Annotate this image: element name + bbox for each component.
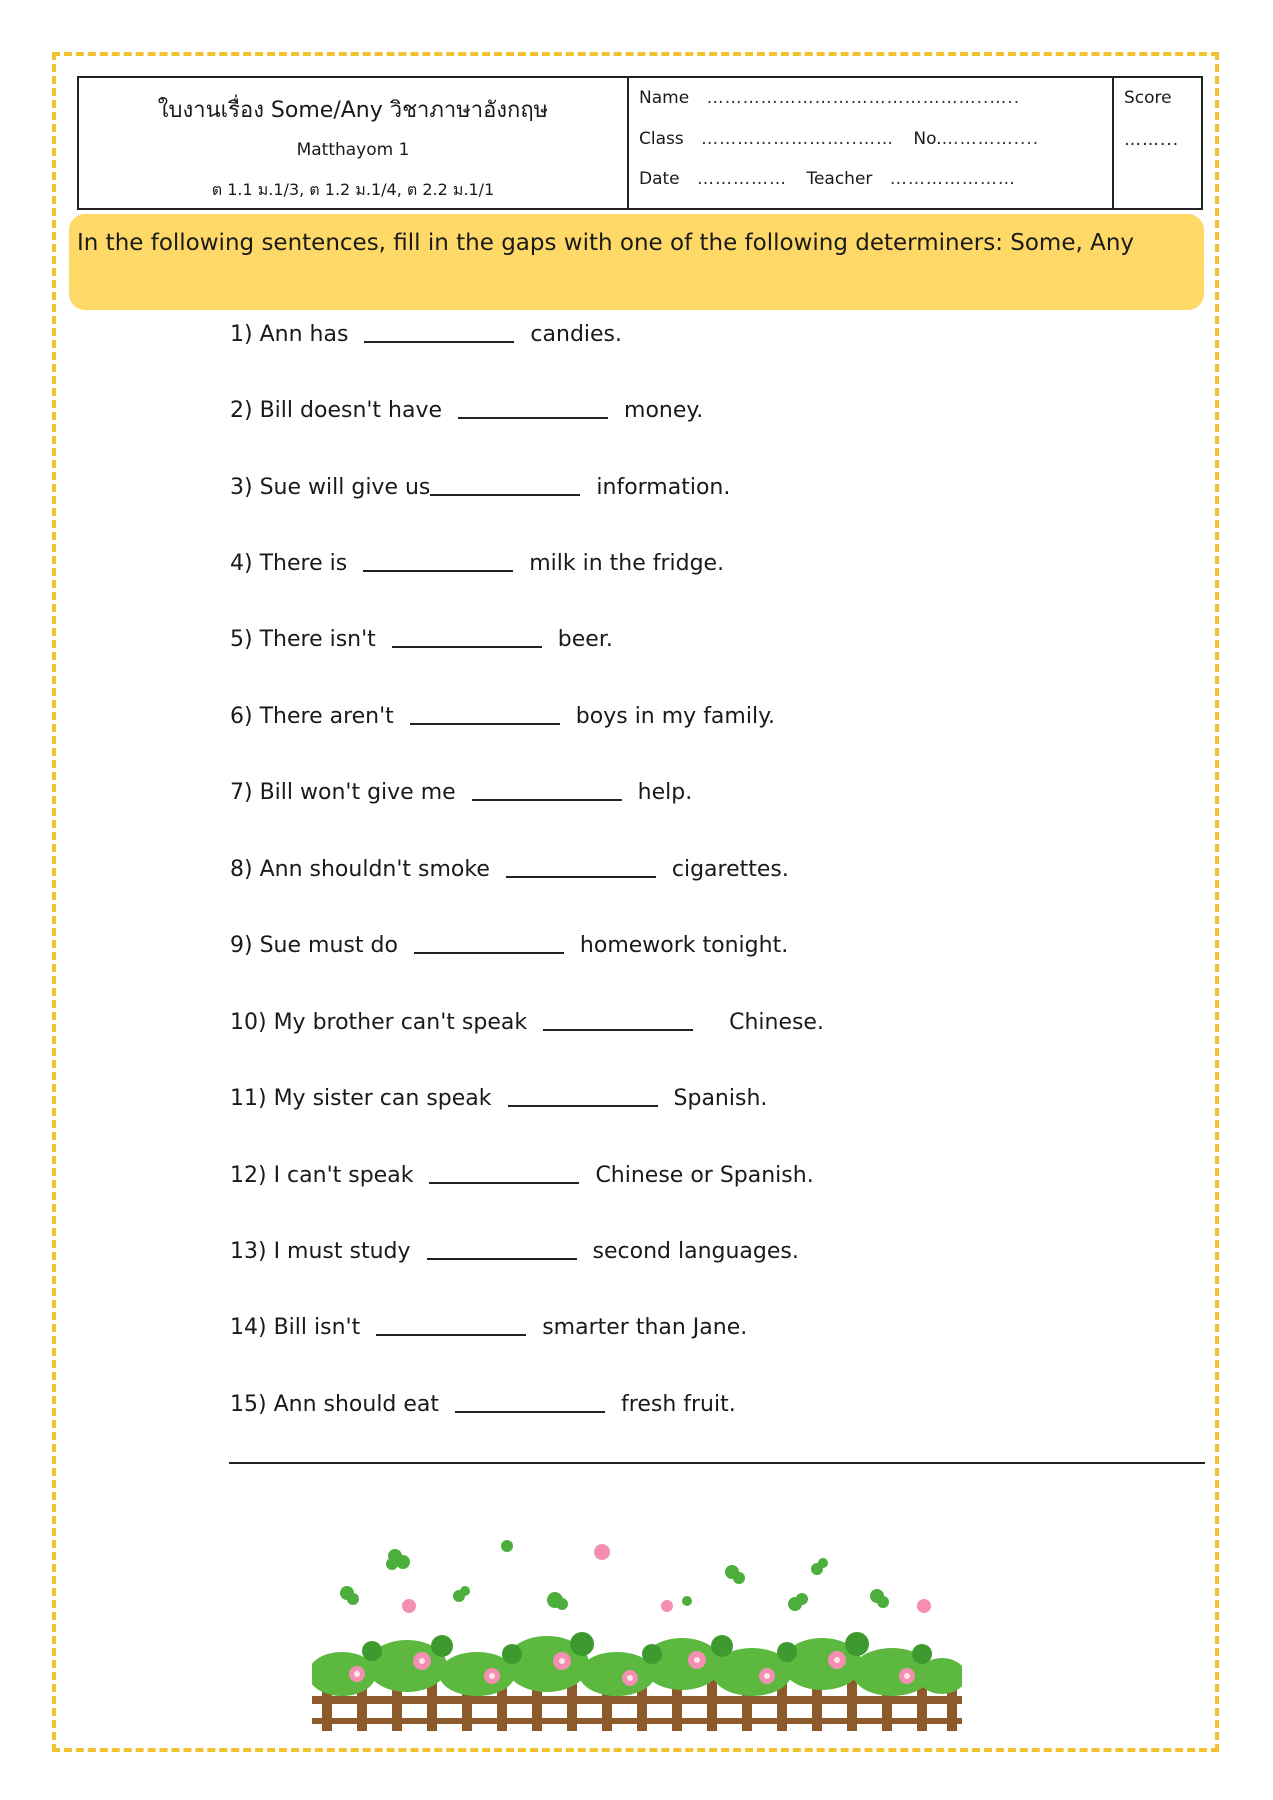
question-4 bbox=[230, 551, 724, 576]
name-label: Name bbox=[639, 88, 690, 108]
answer-blank[interactable] bbox=[455, 1411, 605, 1413]
question-number: 5) bbox=[230, 627, 253, 652]
answer-blank[interactable] bbox=[410, 723, 560, 725]
flower-fence-illustration bbox=[312, 1536, 962, 1736]
question-14 bbox=[230, 1315, 747, 1340]
question-15 bbox=[230, 1392, 736, 1417]
class-label: Class bbox=[639, 129, 684, 149]
question-number: 12) bbox=[230, 1163, 267, 1188]
question-13 bbox=[230, 1239, 799, 1264]
question-1 bbox=[230, 322, 622, 347]
question-text-before: Bill isn't bbox=[273, 1315, 361, 1340]
question-9 bbox=[230, 933, 788, 958]
question-text-before: My sister can speak bbox=[273, 1086, 492, 1111]
curriculum-standards: ต 1.1 ม.1/3, ต 1.2 ม.1/4, ต 2.2 ม.1/1 bbox=[211, 180, 495, 199]
question-text-before: My brother can't speak bbox=[273, 1010, 528, 1035]
question-text-before: Sue will give us bbox=[259, 475, 431, 500]
question-number: 14) bbox=[230, 1315, 267, 1340]
answer-blank[interactable] bbox=[458, 417, 608, 419]
question-text-before: Ann shouldn't smoke bbox=[259, 857, 490, 882]
question-5 bbox=[230, 627, 613, 652]
teacher-label: Teacher bbox=[806, 169, 873, 189]
name-field[interactable]: ………………………………………..….. bbox=[706, 88, 1021, 108]
question-text-after: smarter than Jane. bbox=[542, 1315, 748, 1340]
question-number: 2) bbox=[230, 398, 253, 423]
question-3 bbox=[230, 475, 730, 500]
question-text-after: boys in my family. bbox=[575, 704, 775, 729]
question-text-after: Spanish. bbox=[673, 1086, 768, 1111]
question-number: 4) bbox=[230, 551, 253, 576]
divider-line bbox=[229, 1462, 1205, 1464]
question-text-after: milk in the fridge. bbox=[529, 551, 725, 576]
question-number: 9) bbox=[230, 933, 253, 958]
answer-blank[interactable] bbox=[543, 1029, 693, 1031]
number-label: No. bbox=[913, 129, 942, 149]
question-text-after: help. bbox=[637, 780, 693, 805]
answer-blank[interactable] bbox=[427, 1258, 577, 1260]
teacher-field[interactable]: ………………… bbox=[889, 169, 1016, 189]
question-7 bbox=[230, 780, 692, 805]
question-6 bbox=[230, 704, 775, 729]
question-number: 15) bbox=[230, 1392, 267, 1417]
answer-blank[interactable] bbox=[392, 646, 542, 648]
answer-blank[interactable] bbox=[429, 1182, 579, 1184]
question-number: 10) bbox=[230, 1010, 267, 1035]
question-8 bbox=[230, 857, 789, 882]
worksheet-title: ใบงานเรื่อง Some/Any วิชาภาษาอังกฤษ bbox=[157, 98, 549, 123]
worksheet-info bbox=[79, 78, 629, 208]
question-number: 13) bbox=[230, 1239, 267, 1264]
answer-blank[interactable] bbox=[506, 876, 656, 878]
grade-level: Matthayom 1 bbox=[296, 140, 410, 160]
date-row bbox=[639, 169, 1016, 189]
question-text-before: Ann has bbox=[259, 322, 349, 347]
question-number: 11) bbox=[230, 1086, 267, 1111]
date-field[interactable]: …………… bbox=[697, 169, 788, 189]
question-text-before: Bill won't give me bbox=[259, 780, 456, 805]
question-text-after: homework tonight. bbox=[579, 933, 789, 958]
question-11 bbox=[230, 1086, 767, 1111]
question-text-before: I must study bbox=[273, 1239, 411, 1264]
answer-blank[interactable] bbox=[508, 1105, 658, 1107]
student-info bbox=[629, 78, 1114, 208]
answer-blank[interactable] bbox=[414, 952, 564, 954]
answer-blank[interactable] bbox=[363, 570, 513, 572]
question-text-after: beer. bbox=[557, 627, 613, 652]
header-table bbox=[77, 76, 1203, 210]
question-text-after: information. bbox=[596, 475, 731, 500]
question-text-after: candies. bbox=[530, 322, 623, 347]
answer-blank[interactable] bbox=[364, 341, 514, 343]
question-text-before: Ann should eat bbox=[273, 1392, 440, 1417]
question-text-after: second languages. bbox=[592, 1239, 799, 1264]
question-text-after: fresh fruit. bbox=[621, 1392, 736, 1417]
name-row bbox=[639, 88, 1020, 108]
score-label: Score bbox=[1124, 88, 1172, 108]
question-number: 6) bbox=[230, 704, 253, 729]
question-text-after: money. bbox=[624, 398, 704, 423]
floating-flowers bbox=[402, 1544, 931, 1613]
floating-clovers bbox=[340, 1540, 889, 1611]
question-number: 1) bbox=[230, 322, 253, 347]
question-number: 3) bbox=[230, 475, 253, 500]
question-text-after: Chinese. bbox=[729, 1010, 824, 1035]
instruction-banner: In the following sentences, fill in the gaps with one of the following determiners: Some, Any bbox=[69, 214, 1204, 310]
class-field[interactable]: ……………………..…… bbox=[701, 129, 894, 149]
answer-blank[interactable] bbox=[472, 799, 622, 801]
question-text-before: There is bbox=[259, 551, 348, 576]
question-text-before: I can't speak bbox=[273, 1163, 414, 1188]
number-field[interactable]: ………….... bbox=[941, 129, 1040, 149]
question-text-after: cigarettes. bbox=[671, 857, 789, 882]
question-number: 8) bbox=[230, 857, 253, 882]
question-text-before: Bill doesn't have bbox=[259, 398, 443, 423]
question-number: 7) bbox=[230, 780, 253, 805]
question-12 bbox=[230, 1163, 814, 1188]
answer-blank[interactable] bbox=[430, 494, 580, 496]
score-field[interactable]: ……... bbox=[1124, 130, 1180, 150]
question-10 bbox=[230, 1010, 824, 1035]
question-text-before: Sue must do bbox=[259, 933, 398, 958]
score-box bbox=[1114, 78, 1201, 208]
question-text-after: Chinese or Spanish. bbox=[595, 1163, 814, 1188]
question-text-before: There isn't bbox=[259, 627, 376, 652]
answer-blank[interactable] bbox=[376, 1334, 526, 1336]
date-label: Date bbox=[639, 169, 680, 189]
question-text-before: There aren't bbox=[259, 704, 394, 729]
class-row bbox=[639, 129, 1039, 149]
question-2 bbox=[230, 398, 703, 423]
